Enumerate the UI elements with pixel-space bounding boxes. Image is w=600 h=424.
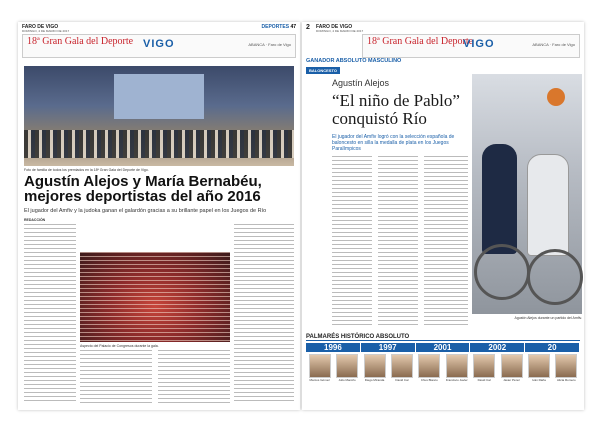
winner-photo <box>364 354 386 378</box>
winner-card <box>388 354 415 383</box>
basketball <box>547 88 565 106</box>
publication-name: FARO DE VIGO <box>316 24 353 30</box>
winner-photo <box>528 354 550 378</box>
winner-name: Julio Maroño <box>338 378 356 382</box>
winner-name: Diego Miranda <box>364 378 385 382</box>
sponsor-logos: ABANCA · Faro de Vigo <box>248 42 291 47</box>
winner-photo <box>555 354 577 378</box>
group-photo <box>24 66 294 166</box>
publication-name: FARO DE VIGO <box>22 24 59 30</box>
winner-photo <box>446 354 468 378</box>
subheadline: El jugador del Amfiv y la judoka ganan el galardón gracias a su brillante papel en los Juegos de Río <box>24 208 267 214</box>
winner-card <box>416 354 443 383</box>
publication-date: DOMINGO, 4 DE MARZO DE 2017 <box>316 29 364 33</box>
sponsor-logos: ABANCA · Faro de Vigo <box>532 42 575 47</box>
byline: REDACCIÓN <box>24 218 46 222</box>
page-number: 47 <box>290 24 296 30</box>
right-newspaper-page <box>302 22 584 410</box>
article-column-2 <box>378 156 418 328</box>
winner-photo <box>473 354 495 378</box>
gala-title: 18ª Gran Gala del Deporte <box>27 36 134 47</box>
palmares-title: PALMARÉS HISTÓRICO ABSOLUTO <box>306 334 580 341</box>
main-headline: Agustín Alejos y María Bernabéu, mejores deportistas del año 2016 <box>24 173 262 205</box>
left-newspaper-page <box>18 22 300 410</box>
winner-card <box>553 354 580 383</box>
page-header <box>302 22 584 34</box>
page-number: 2 <box>306 24 310 31</box>
winner-photo <box>501 354 523 378</box>
palmares-winners <box>306 354 580 383</box>
section-label: DEPORTES 47 <box>261 24 296 30</box>
vigo-logo: VIGO <box>143 38 175 50</box>
photo-caption: Foto de familia de todos los premiados en la 18ª Gran Gala del Deporte de Vigo. <box>24 168 149 172</box>
winner-card <box>306 354 333 383</box>
stage-screen <box>114 74 204 119</box>
article-deck: El jugador del Amfiv logró con la selección española de baloncesto en silla la medalla de plata en los Juegos Paralímpicos <box>332 134 455 152</box>
article-column-1 <box>332 156 372 328</box>
article-column-3 <box>424 156 468 328</box>
winner-name: David Cal <box>395 378 409 382</box>
winner-card <box>361 354 388 383</box>
winner-card <box>525 354 552 383</box>
wheelchair-wheel <box>527 249 583 305</box>
photo-caption: Agustín Alejos durante un partido del Amfiv. <box>514 316 582 320</box>
section-title: GANADOR ABSOLUTO MASCULINO <box>306 58 402 64</box>
auditorium-caption: Aspecto del Palacio de Congresos durante la gala. <box>80 344 159 348</box>
publication-date: DOMINGO, 4 DE MARZO DE 2017 <box>22 29 70 33</box>
vigo-logo: VIGO <box>463 38 495 50</box>
winner-name: David Cal <box>477 378 491 382</box>
athlete-name: Agustín Alejos <box>332 78 390 88</box>
gala-banner <box>362 34 580 58</box>
wheelchair-basketball-photo <box>472 74 582 314</box>
year-label: 1997 <box>361 343 416 352</box>
article-column-4 <box>234 224 294 404</box>
winner-card <box>443 354 470 383</box>
winner-card <box>498 354 525 383</box>
year-label: 20 <box>525 343 580 352</box>
palmares-section <box>306 334 580 408</box>
year-label: 2001 <box>416 343 471 352</box>
main-headline: “El niño de Pablo” conquistó Río <box>332 91 460 128</box>
year-label: 1996 <box>306 343 361 352</box>
wheelchair-wheel <box>474 244 530 300</box>
winner-name: Marcos Gómez <box>309 378 330 382</box>
gala-title: 18ª Gran Gala del Deporte <box>367 36 474 47</box>
award-winners-group <box>24 130 294 158</box>
player-white-jersey <box>527 154 569 256</box>
year-label: 2002 <box>470 343 525 352</box>
winner-name: Francisco Javier <box>445 378 468 382</box>
article-column-2 <box>80 350 152 404</box>
winner-name: Javier Pérez <box>503 378 520 382</box>
winner-name: Chus Blanco <box>420 378 438 382</box>
winner-card <box>470 354 497 383</box>
winner-photo <box>391 354 413 378</box>
winner-card <box>333 354 360 383</box>
sport-kicker: BALONCESTO <box>306 67 340 74</box>
auditorium-photo <box>80 252 230 342</box>
palmares-years <box>306 343 580 352</box>
winner-name: Iván Raña <box>532 378 546 382</box>
gala-banner <box>22 34 296 58</box>
winner-name: Alicia Romero <box>557 378 576 382</box>
article-column-1 <box>24 224 76 404</box>
page-header <box>18 22 300 34</box>
winner-photo <box>336 354 358 378</box>
winner-photo <box>418 354 440 378</box>
article-column-3 <box>158 350 230 404</box>
winner-photo <box>309 354 331 378</box>
player-dark-jersey <box>482 144 517 254</box>
